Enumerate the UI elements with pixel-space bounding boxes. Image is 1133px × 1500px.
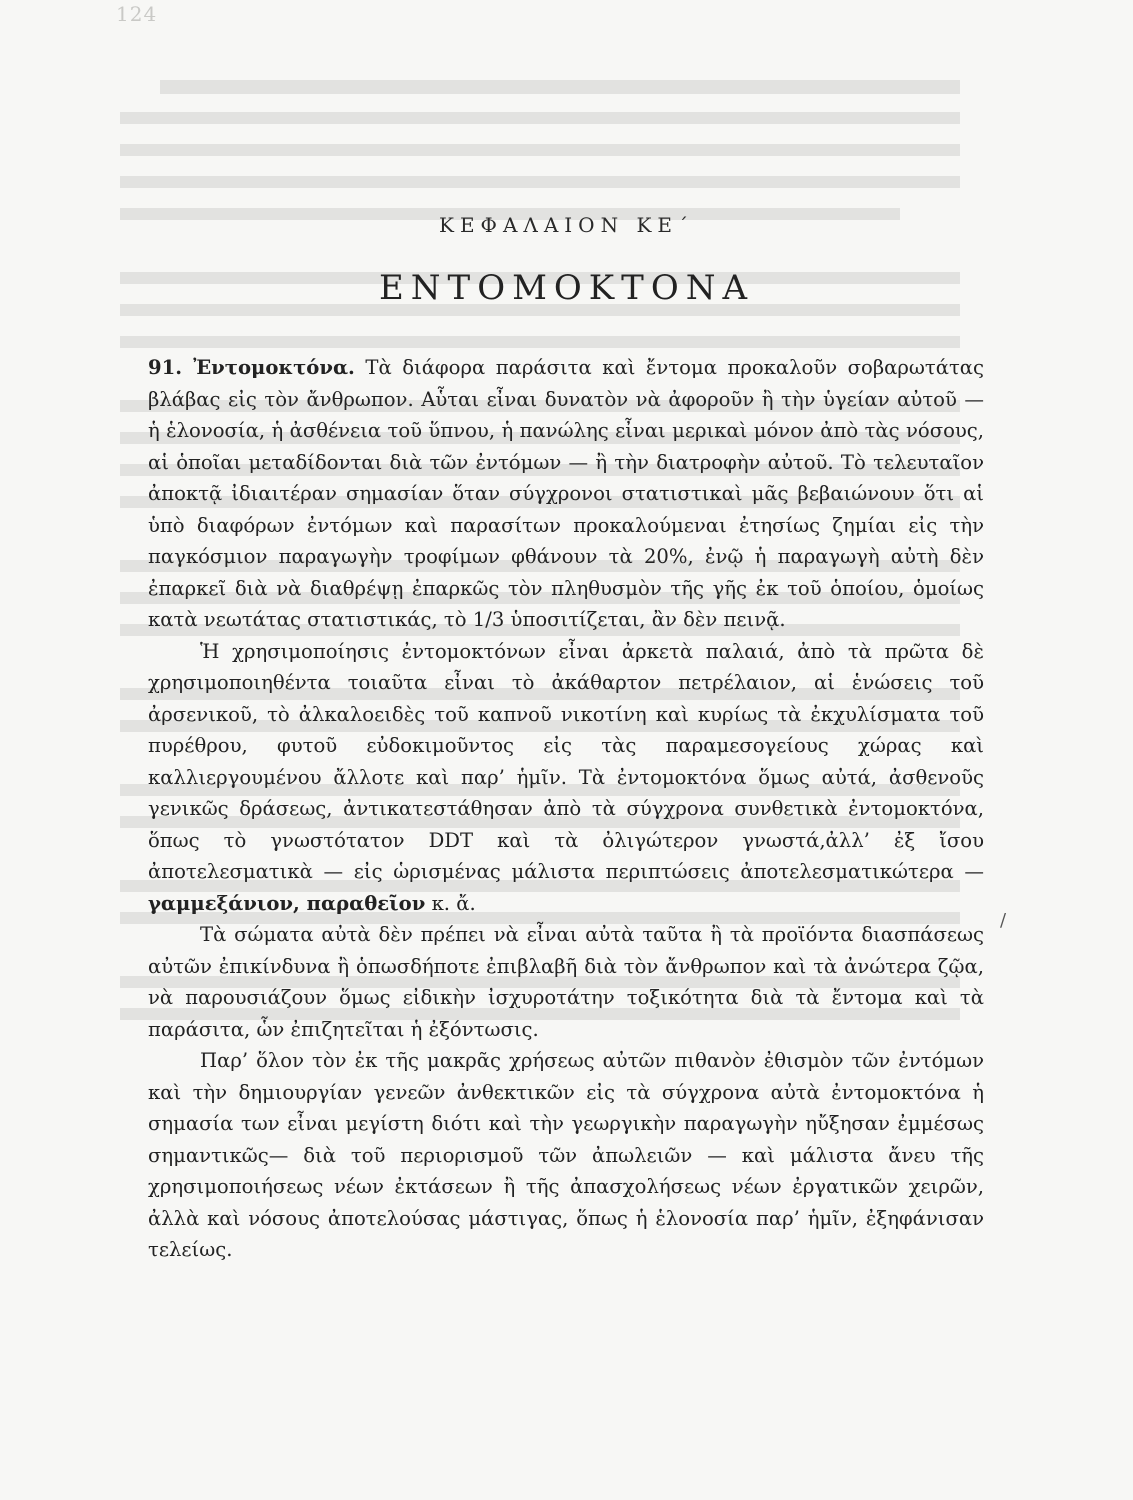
- body-text: [148, 352, 984, 1266]
- paragraph-3: Τὰ σώματα αὐτὰ δὲν πρέπει νὰ εἶναι αὐτὰ ταῦτα ἢ τὰ προϊόντα διασπάσεως αὐτῶν ἐπικίνδυνα ἢ ὁπωσδήποτε ἐπιβλαβῆ διὰ τὸν ἄνθρωπον καὶ τὰ ἀνώτερα ζῷα, νὰ παρουσιάζουν ὅμως εἰδικὴν ἰσχυροτάτην τοξικότητα διὰ τὰ ἔντομα καὶ τὰ παράσιτα, ὧν ἐπιζητεῖται ἡ ἐξόντωσις.: [148, 923, 984, 1041]
- chapter-label: ΚΕΦΑΛΑΙΟΝ ΚΕ΄: [439, 213, 694, 237]
- stray-mark-icon: /: [1000, 910, 1007, 931]
- page-number: 124: [116, 2, 158, 26]
- chapter-title: ΕΝΤΟΜΟΚΤΟΝΑ: [378, 268, 755, 308]
- paragraph-1: [148, 352, 984, 636]
- section-heading: 91. Ἐντομοκτόνα.: [148, 356, 355, 379]
- paragraph-2-text: Ἡ χρησιμοποίησις ἐντομοκτόνων εἶναι ἀρκετὰ παλαιά, ἀπὸ τὰ πρῶτα δὲ χρησιμοποιηθέντα τοιαῦτα εἶναι τὸ ἀκάθαρτον πετρέλαιον, αἱ ἑνώσεις τοῦ ἀρσενικοῦ, τὸ ἀλκαλοειδὲς τοῦ καπνοῦ νικοτίνη καὶ κυρίως τὰ ἐκχυλίσματα τοῦ πυρέθρου, φυτοῦ εὐδοκιμοῦντος εἰς τὰς παραμεσογείους χώρας καὶ καλλιεργουμένου ἄλλοτε καὶ παρ’ ἡμῖν. Τὰ ἐντομοκτόνα ὅμως αὐτά, ἀσθενοῦς γενικῶς δράσεως, ἀντικατεστάθησαν ἀπὸ τὰ σύγχρονα συνθετικὰ ἐντομοκτόνα, ὅπως τὸ γνωστότατον DDT καὶ τὰ ὀλιγώτερον γνωστά,ἀλλ’ ἐξ ἴσου ἀποτελεσματικὰ — εἰς ὡρισμένας μάλιστα περιπτώσεις ἀποτελεσματικώτερα —: [148, 639, 984, 883]
- bold-term: γαμμεξάνιον, παραθεῖον: [148, 891, 426, 915]
- paragraph-4: Παρ’ ὅλον τὸν ἐκ τῆς μακρᾶς χρήσεως αὐτῶν πιθανὸν ἐθισμὸν τῶν ἐντόμων καὶ τὴν δημιουργίαν γενεῶν ἀνθεκτικῶν εἰς τὰ σύγχρονα αὐτὰ ἐντομοκτόνα ἡ σημασία των εἶναι μεγίστη διότι καὶ τὴν γεωργικὴν παραγωγὴν ηὔξησαν ἐμμέσως σημαντικῶς— διὰ τοῦ περιορισμοῦ τῶν ἀπωλειῶν — καὶ μάλιστα ἄνευ τῆς χρησιμοποιήσεως νέων ἐκτάσεων ἢ τῆς ἀπασχολήσεως νέων ἐργατικῶν χειρῶν, ἀλλὰ καὶ νόσους ἀποτελούσας μάστιγας, ὅπως ἡ ἑλονοσία παρ’ ἡμῖν, ἐξηφάνισαν τελείως.: [148, 1049, 984, 1261]
- paragraph-2-end: κ. ἄ.: [431, 891, 476, 915]
- paragraph-1-text: Τὰ διάφορα παράσιτα καὶ ἔντομα προκαλοῦν σοβαρωτάτας βλάβας εἰς τὸν ἄνθρωπον. Αὗται εἶναι δυνατὸν νὰ ἀφοροῦν ἢ τὴν ὑγείαν αὐτοῦ — ἡ ἑλονοσία, ἡ ἀσθένεια τοῦ ὕπνου, ἡ πανώλης εἶναι μερικαὶ μόνον ἀπὸ τὰς νόσους, αἱ ὁποῖαι μεταδίδονται διὰ τῶν ἐντόμων — ἢ τὴν διατροφὴν αὐτοῦ. Τὸ τελευταῖον ἀποκτᾷ ἰδιαιτέραν σημασίαν ὅταν σύγχρονοι στατιστικαὶ μᾶς βεβαιώνουν ὅτι αἱ ὑπὸ διαφόρων ἐντόμων καὶ παρασίτων προκαλούμεναι ἐτησίως ζημίαι εἰς τὴν παγκόσμιον παραγωγὴν τροφίμων φθάνουν τὰ 20%, ἐνῷ ἡ παραγωγὴ αὐτὴ δὲν ἐπαρκεῖ διὰ νὰ διαθρέψῃ ἐπαρκῶς τὸν πληθυσμὸν τῆς γῆς ἐκ τοῦ ὁποίου, ὁμοίως κατὰ νεωτάτας στατιστικάς, τὸ 1/3 ὑποσιτίζεται, ἂν δὲν πεινᾷ.: [148, 356, 985, 631]
- paragraph-2: [148, 636, 984, 920]
